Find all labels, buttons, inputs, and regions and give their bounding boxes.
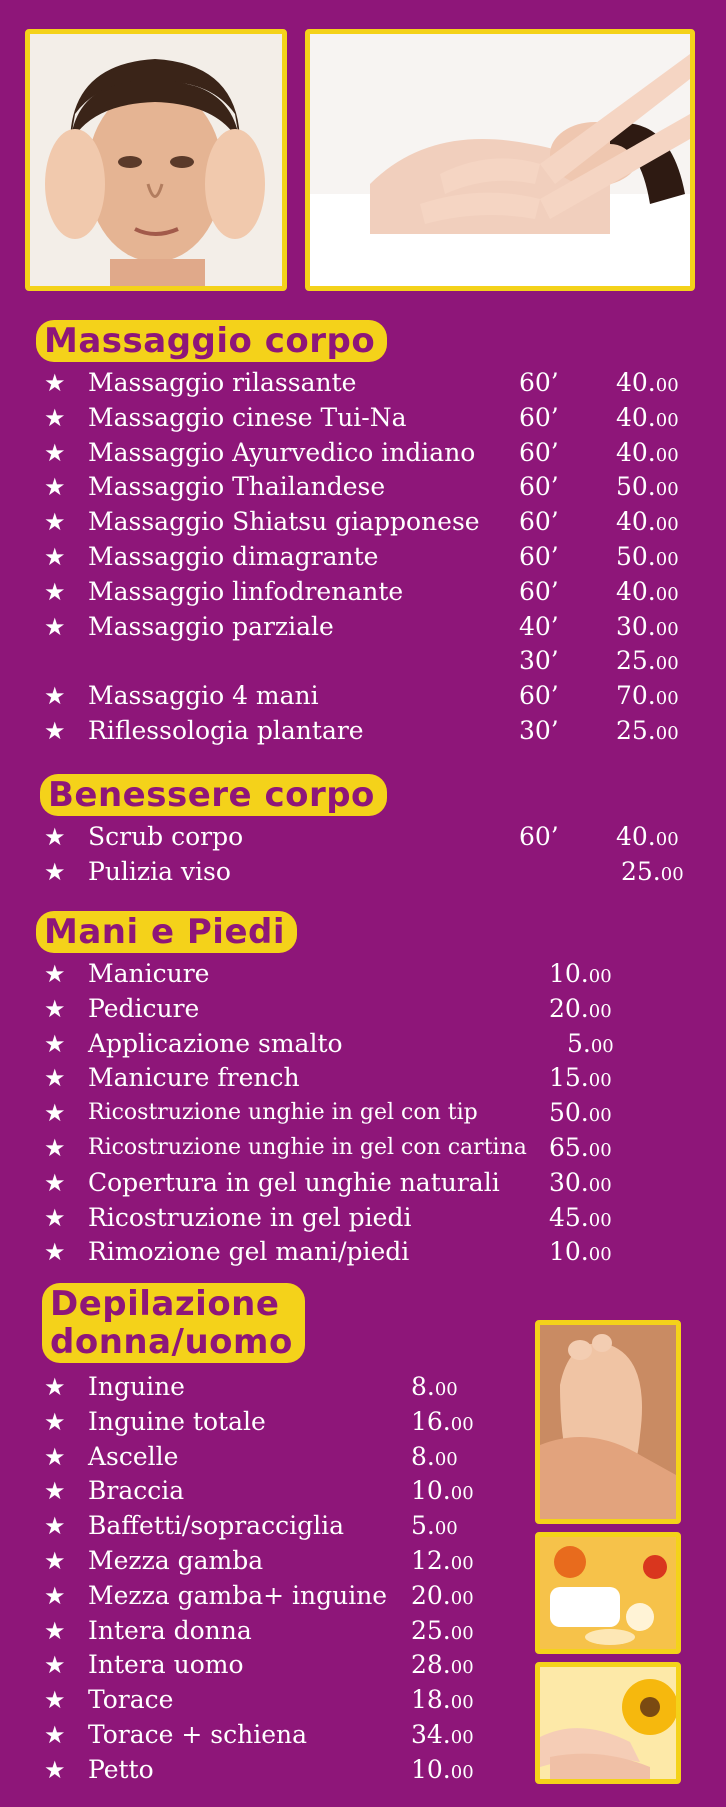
item-price	[616, 575, 679, 612]
price-integer: 5.	[411, 1511, 435, 1541]
price-integer: 40.	[616, 822, 656, 851]
price-integer: 50.	[549, 1098, 589, 1128]
price-integer: 40.	[616, 368, 656, 397]
price-integer: 18.	[411, 1685, 451, 1715]
price-cents: 00	[655, 479, 679, 501]
item-price	[616, 610, 679, 647]
star-icon: ★	[44, 1238, 66, 1267]
price-integer: 65.	[549, 1133, 589, 1162]
price-integer: 25.	[621, 856, 661, 886]
section-title-massaggio-corpo: Massaggio corpo	[36, 320, 387, 362]
star-icon: ★	[44, 823, 66, 851]
menu-row	[44, 714, 694, 748]
item-price	[411, 1683, 474, 1720]
star-icon: ★	[44, 1407, 66, 1436]
item-name: Braccia	[88, 1476, 185, 1506]
item-name: Ascelle	[88, 1441, 179, 1471]
item-duration: 30’	[519, 646, 559, 676]
star-icon: ★	[44, 857, 66, 886]
menu-row	[44, 957, 664, 991]
star-icon: ★	[44, 1581, 66, 1610]
menu-row	[44, 575, 694, 609]
item-price	[411, 1753, 474, 1790]
price-integer: 34.	[411, 1720, 451, 1749]
item-name: Intera donna	[88, 1615, 252, 1645]
item-name: Massaggio 4 mani	[88, 681, 319, 711]
item-price	[411, 1440, 458, 1477]
star-icon: ★	[44, 1373, 66, 1401]
price-integer: 30.	[616, 611, 656, 641]
price-cents: 00	[655, 829, 679, 850]
section-title-depilazione	[42, 1283, 305, 1363]
item-price	[549, 1166, 612, 1203]
star-icon: ★	[44, 717, 66, 745]
price-integer: 40.	[616, 576, 656, 606]
price-cents: 00	[588, 1244, 612, 1266]
star-icon: ★	[44, 473, 66, 502]
star-icon: ★	[44, 1099, 66, 1128]
item-duration: 60’	[519, 542, 559, 571]
price-cents: 00	[655, 653, 679, 675]
photo-spa-candles	[535, 1532, 681, 1654]
price-cents: 00	[655, 618, 679, 640]
price-integer: 40.	[616, 507, 656, 537]
item-price	[411, 1579, 474, 1616]
menu-row	[44, 1201, 664, 1235]
item-price	[621, 855, 684, 892]
star-icon: ★	[44, 1203, 66, 1232]
section-title-mani-e-piedi: Mani e Piedi	[36, 911, 297, 953]
item-price	[549, 1061, 612, 1098]
section-title-benessere-corpo: Benessere corpo	[40, 774, 387, 816]
section-title-depilazione-line2: donna/uomo	[50, 1322, 293, 1362]
price-integer: 30.	[549, 1167, 589, 1197]
item-duration: 60’	[519, 576, 559, 606]
price-cents: 00	[450, 1413, 474, 1435]
item-name: Ricostruzione unghie in gel con tip	[88, 1100, 478, 1126]
price-cents: 00	[588, 1105, 612, 1127]
item-name: Baffetti/sopracciglia	[88, 1511, 344, 1541]
section-title-depilazione-line1: Depilazione	[50, 1284, 280, 1324]
spa-candles-image	[540, 1537, 676, 1649]
menu-row	[44, 505, 694, 539]
item-name: Massaggio rilassante	[88, 368, 357, 397]
item-price	[616, 540, 679, 577]
item-name: Massaggio dimagrante	[88, 542, 379, 571]
item-name: Torace	[88, 1685, 174, 1715]
menu-row	[44, 1235, 664, 1269]
item-duration: 30’	[519, 716, 559, 745]
price-cents: 00	[660, 863, 684, 885]
star-icon: ★	[44, 1721, 66, 1749]
item-duration: 60’	[519, 822, 559, 851]
item-price	[616, 714, 679, 751]
price-integer: 20.	[411, 1580, 451, 1610]
star-icon: ★	[44, 1651, 66, 1680]
menu-row	[44, 1509, 524, 1543]
menu-row	[44, 470, 694, 504]
menu-row	[44, 855, 694, 889]
menu-row	[44, 1061, 664, 1095]
item-name: Intera uomo	[88, 1650, 244, 1680]
price-cents: 00	[655, 514, 679, 536]
star-icon: ★	[44, 508, 66, 537]
price-cents: 00	[655, 375, 679, 396]
menu-row	[44, 1474, 524, 1508]
price-cents: 00	[588, 1174, 612, 1196]
price-cents: 00	[655, 549, 679, 570]
price-cents: 00	[450, 1727, 474, 1748]
item-price	[411, 1370, 458, 1407]
price-cents: 00	[450, 1622, 474, 1644]
star-icon: ★	[44, 1029, 66, 1058]
star-icon: ★	[44, 1442, 66, 1471]
price-integer: 50.	[616, 472, 656, 502]
menu-row	[44, 1405, 524, 1439]
item-name: Inguine	[88, 1372, 185, 1401]
menu-row	[44, 992, 664, 1026]
item-price	[411, 1474, 474, 1511]
item-price	[411, 1405, 474, 1442]
item-price	[549, 1096, 612, 1133]
item-price	[549, 1131, 612, 1168]
item-price	[549, 1235, 612, 1272]
feet-sunflower-image	[540, 1667, 676, 1779]
item-name: Petto	[88, 1754, 154, 1784]
item-name: Inguine totale	[88, 1406, 266, 1436]
price-cents: 00	[655, 688, 679, 710]
price-cents: 00	[434, 1379, 458, 1400]
star-icon: ★	[44, 612, 66, 641]
photo-feet-sunflower	[535, 1662, 681, 1784]
menu-row	[44, 1614, 524, 1648]
photo-face-massage-man	[25, 29, 287, 291]
item-name: Massaggio linfodrenante	[88, 576, 404, 606]
price-cents: 00	[434, 1518, 458, 1540]
menu-row	[44, 820, 694, 854]
item-name: Ricostruzione unghie in gel con cartina	[88, 1135, 527, 1160]
menu-row	[44, 1096, 664, 1130]
star-icon: ★	[44, 960, 66, 988]
price-cents: 00	[450, 1587, 474, 1609]
menu-row	[44, 644, 694, 678]
price-integer: 45.	[549, 1202, 589, 1232]
item-price	[616, 820, 679, 857]
price-integer: 10.	[549, 1237, 589, 1267]
price-cents: 00	[655, 409, 679, 431]
item-duration: 60’	[519, 507, 559, 537]
menu-row	[44, 1544, 524, 1578]
item-price	[616, 470, 679, 507]
item-name: Massaggio cinese Tui-Na	[88, 402, 407, 432]
price-integer: 8.	[411, 1441, 435, 1471]
star-icon: ★	[44, 1477, 66, 1506]
price-cents: 00	[655, 444, 679, 466]
star-icon: ★	[44, 1134, 66, 1162]
price-cents: 00	[588, 1209, 612, 1231]
menu-row	[44, 1027, 664, 1061]
photo-chest-massage-woman	[305, 29, 695, 291]
menu-row	[44, 401, 694, 435]
item-price	[616, 436, 679, 473]
item-name: Massaggio Shiatsu giapponese	[88, 507, 480, 537]
item-price	[549, 1201, 612, 1238]
menu-row	[44, 679, 694, 713]
item-name: Mezza gamba+ inguine	[88, 1580, 388, 1610]
item-price	[616, 644, 679, 681]
item-name: Manicure	[88, 959, 210, 988]
item-name: Scrub corpo	[88, 822, 244, 851]
star-icon: ★	[44, 577, 66, 606]
menu-row	[44, 1648, 524, 1682]
item-duration: 60’	[519, 368, 559, 397]
item-name: Rimozione gel mani/piedi	[88, 1237, 410, 1267]
menu-row	[44, 1166, 664, 1200]
item-price	[411, 1544, 474, 1581]
item-price	[567, 1027, 614, 1064]
item-name: Mezza gamba	[88, 1546, 264, 1575]
star-icon: ★	[44, 1512, 66, 1541]
price-cents: 00	[588, 966, 612, 987]
menu-row	[44, 540, 694, 574]
item-price	[549, 957, 612, 994]
price-integer: 5.	[567, 1028, 591, 1058]
star-icon: ★	[44, 994, 66, 1023]
price-integer: 10.	[549, 959, 589, 988]
star-icon: ★	[44, 1616, 66, 1645]
item-price	[616, 366, 679, 403]
item-duration: 60’	[519, 681, 559, 711]
price-cents: 00	[434, 1448, 458, 1470]
menu-row	[44, 1683, 524, 1717]
price-integer: 25.	[616, 646, 656, 676]
menu-row	[44, 1579, 524, 1613]
star-icon: ★	[44, 438, 66, 467]
photo-foot-reflexology	[535, 1320, 681, 1524]
item-price	[411, 1509, 458, 1546]
item-price	[411, 1718, 474, 1755]
price-cents: 00	[450, 1553, 474, 1574]
price-cents: 00	[450, 1692, 474, 1714]
item-name: Pulizia viso	[88, 856, 231, 886]
star-icon: ★	[44, 1547, 66, 1575]
item-name: Copertura in gel unghie naturali	[88, 1167, 500, 1197]
menu-row	[44, 366, 694, 400]
chest-massage-image	[310, 34, 690, 286]
price-integer: 40.	[616, 402, 656, 432]
foot-massage-image	[540, 1325, 676, 1519]
price-integer: 70.	[616, 681, 656, 711]
price-integer: 40.	[616, 437, 656, 467]
item-price	[616, 679, 679, 716]
item-name: Manicure french	[88, 1063, 300, 1093]
price-integer: 50.	[616, 542, 656, 571]
item-duration: 40’	[519, 611, 559, 641]
menu-row	[44, 1718, 524, 1752]
item-name: Pedicure	[88, 993, 200, 1023]
item-duration: 60’	[519, 437, 559, 467]
price-cents: 00	[588, 1000, 612, 1022]
face-massage-image	[30, 34, 282, 286]
item-name: Massaggio Ayurvedico indiano	[88, 437, 476, 467]
price-integer: 16.	[411, 1406, 451, 1436]
star-icon: ★	[44, 543, 66, 571]
item-name: Riflessologia plantare	[88, 716, 364, 745]
price-cents: 00	[450, 1761, 474, 1783]
item-duration: 60’	[519, 472, 559, 502]
star-icon: ★	[44, 403, 66, 432]
price-cents: 00	[450, 1483, 474, 1505]
star-icon: ★	[44, 1686, 66, 1715]
item-price	[616, 401, 679, 438]
price-integer: 12.	[411, 1546, 451, 1575]
star-icon: ★	[44, 682, 66, 711]
item-name: Massaggio Thailandese	[88, 472, 386, 502]
price-integer: 15.	[549, 1063, 589, 1093]
item-duration: 60’	[519, 402, 559, 432]
item-price	[616, 505, 679, 542]
price-integer: 10.	[411, 1476, 451, 1506]
menu-row	[44, 610, 694, 644]
price-cents: 00	[655, 723, 679, 744]
price-cents: 00	[588, 1070, 612, 1092]
menu-row	[44, 1131, 664, 1165]
menu-row	[44, 436, 694, 470]
menu-row	[44, 1753, 524, 1787]
item-name: Applicazione smalto	[88, 1028, 343, 1058]
price-integer: 25.	[411, 1615, 451, 1645]
price-cents: 00	[588, 1140, 612, 1161]
item-price	[549, 992, 612, 1029]
price-cents: 00	[590, 1035, 614, 1057]
menu-row	[44, 1440, 524, 1474]
star-icon: ★	[44, 1168, 66, 1197]
price-integer: 28.	[411, 1650, 451, 1680]
item-name: Torace + schiena	[88, 1720, 308, 1749]
price-integer: 10.	[411, 1754, 451, 1784]
star-icon: ★	[44, 369, 66, 397]
item-price	[411, 1648, 474, 1685]
price-cents: 00	[450, 1657, 474, 1679]
item-name: Massaggio parziale	[88, 611, 334, 641]
menu-row	[44, 1370, 524, 1404]
price-integer: 20.	[549, 993, 589, 1023]
price-integer: 25.	[616, 716, 656, 745]
item-price	[411, 1614, 474, 1651]
star-icon: ★	[44, 1064, 66, 1093]
price-cents: 00	[655, 583, 679, 605]
item-name: Ricostruzione in gel piedi	[88, 1202, 412, 1232]
price-integer: 8.	[411, 1372, 435, 1401]
star-icon: ★	[44, 1755, 66, 1784]
